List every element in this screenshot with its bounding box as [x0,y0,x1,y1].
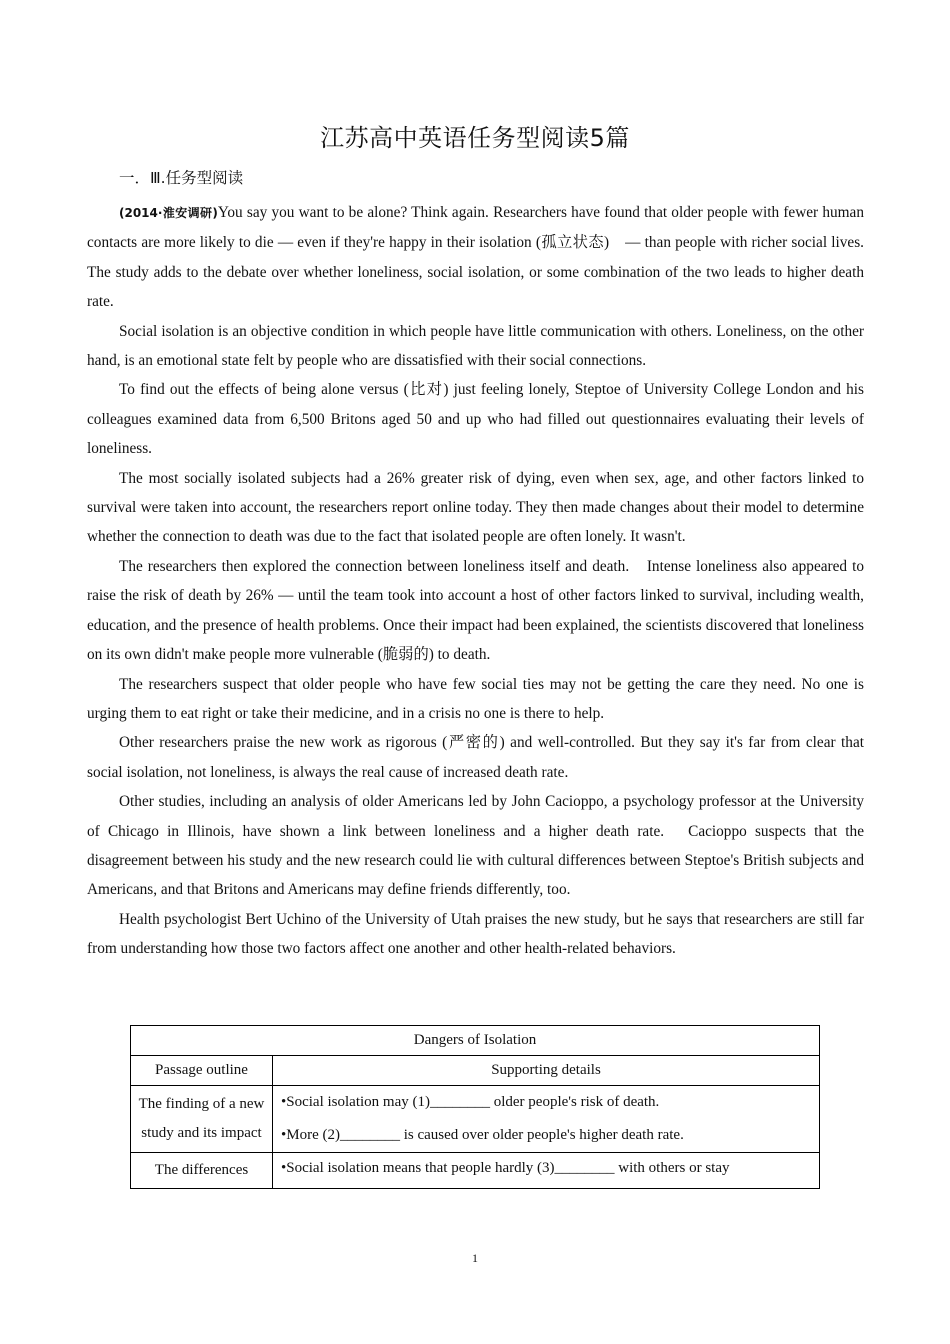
details-cell [273,1153,820,1189]
page-title: 江苏高中英语任务型阅读5篇 [320,124,630,152]
passage-paragraph-2: Social isolation is an objective condition in which people have little communication with others. Loneliness, on the other hand, is an emotional state felt by people who are dissatisfied with their social connections. [87,322,864,370]
page-number: 1 [472,1251,478,1265]
header-supporting-details: Supporting details [273,1056,820,1086]
passage-paragraph-7: Other researchers praise the new work as rigorous (严密的) and well-controlled. But they say it's far from clear that social isolation, not loneliness, is always the real cause of increased death rate. [87,734,864,781]
table-row [131,1086,820,1153]
outline-cell: The finding of a new study and its impact [131,1086,273,1153]
passage-paragraph-6: The researchers suspect that older people who have few social ties may not be getting the care they need. No one is urging them to eat right or take their medicine, and in a crisis no one is there to help. [87,675,864,722]
passage-paragraph-8: Other studies, including an analysis of older Americans led by John Cacioppo, a psychology professor at the University of Chicago in Illinois, have shown a link between loneliness and a higher death rate. Cacioppo suspects that the disagreement between his study and the new research could lie with cultural differences between Steptoe's British subjects and Americans, and that Britons and Americans may define friends differently, too. [87,793,864,899]
passage-paragraph-3: To find out the effects of being alone versus (比对) just feeling lonely, Steptoe of University College London and his colleagues examined data from 6,500 Britons aged 50 and up who had filled out questionnaires evaluating their levels of loneliness. [87,381,864,458]
header-passage-outline: Passage outline [131,1056,273,1086]
passage-paragraph-9: Health psychologist Bert Uchino of the University of Utah praises the new study, but he says that researchers are still far from understanding how those two factors affect one another and other health-related behaviors. [87,910,864,958]
table-caption-row [131,1026,820,1056]
table-row [131,1153,820,1189]
details-cell [273,1086,820,1153]
detail-line: •More (2)________ is caused over older people's higher death rate. [281,1127,684,1143]
passage-paragraph-5: The researchers then explored the connection between loneliness itself and death. Intense loneliness also appeared to raise the risk of death by 26% — until the team took into account a host of other factors linked to survival, including wealth, education, and the presence of health problems. Once their impact had been explained, the scientists discovered that loneliness on its own didn't make people more vulnerable (脆弱的) to death. [87,557,864,664]
section-heading: 一．Ⅲ.任务型阅读 [119,169,244,187]
table-caption: Dangers of Isolation [131,1026,820,1056]
paragraph-text: You say you want to be alone? Think again. Researchers have found that older people with fewer human contacts are more likely to die — even if they're happy in their isolation (孤立状态) — than people with richer social lives. The study adds to the debate over whether loneliness, social isolation, or some combination of the two leads to higher death rate. [87,204,864,311]
outline-cell: The differences [131,1153,273,1189]
table-header-row [131,1056,820,1086]
detail-line: •Social isolation means that people hardly (3)________ with others or stay [281,1160,730,1176]
reading-passage [87,198,864,964]
source-tag: (2014·淮安调研) [119,206,218,220]
passage-paragraph-1 [87,198,864,317]
passage-paragraph-4: The most socially isolated subjects had a 26% greater risk of dying, even when sex, age, and other factors linked to survival were taken into account, the researchers report online today. They then made changes about their model to determine whether the connection to death was due to the fact that isolated people are often lonely. It wasn't. [87,469,864,546]
detail-line: •Social isolation may (1)________ older people's risk of death. [281,1094,660,1110]
task-table [130,1025,820,1189]
